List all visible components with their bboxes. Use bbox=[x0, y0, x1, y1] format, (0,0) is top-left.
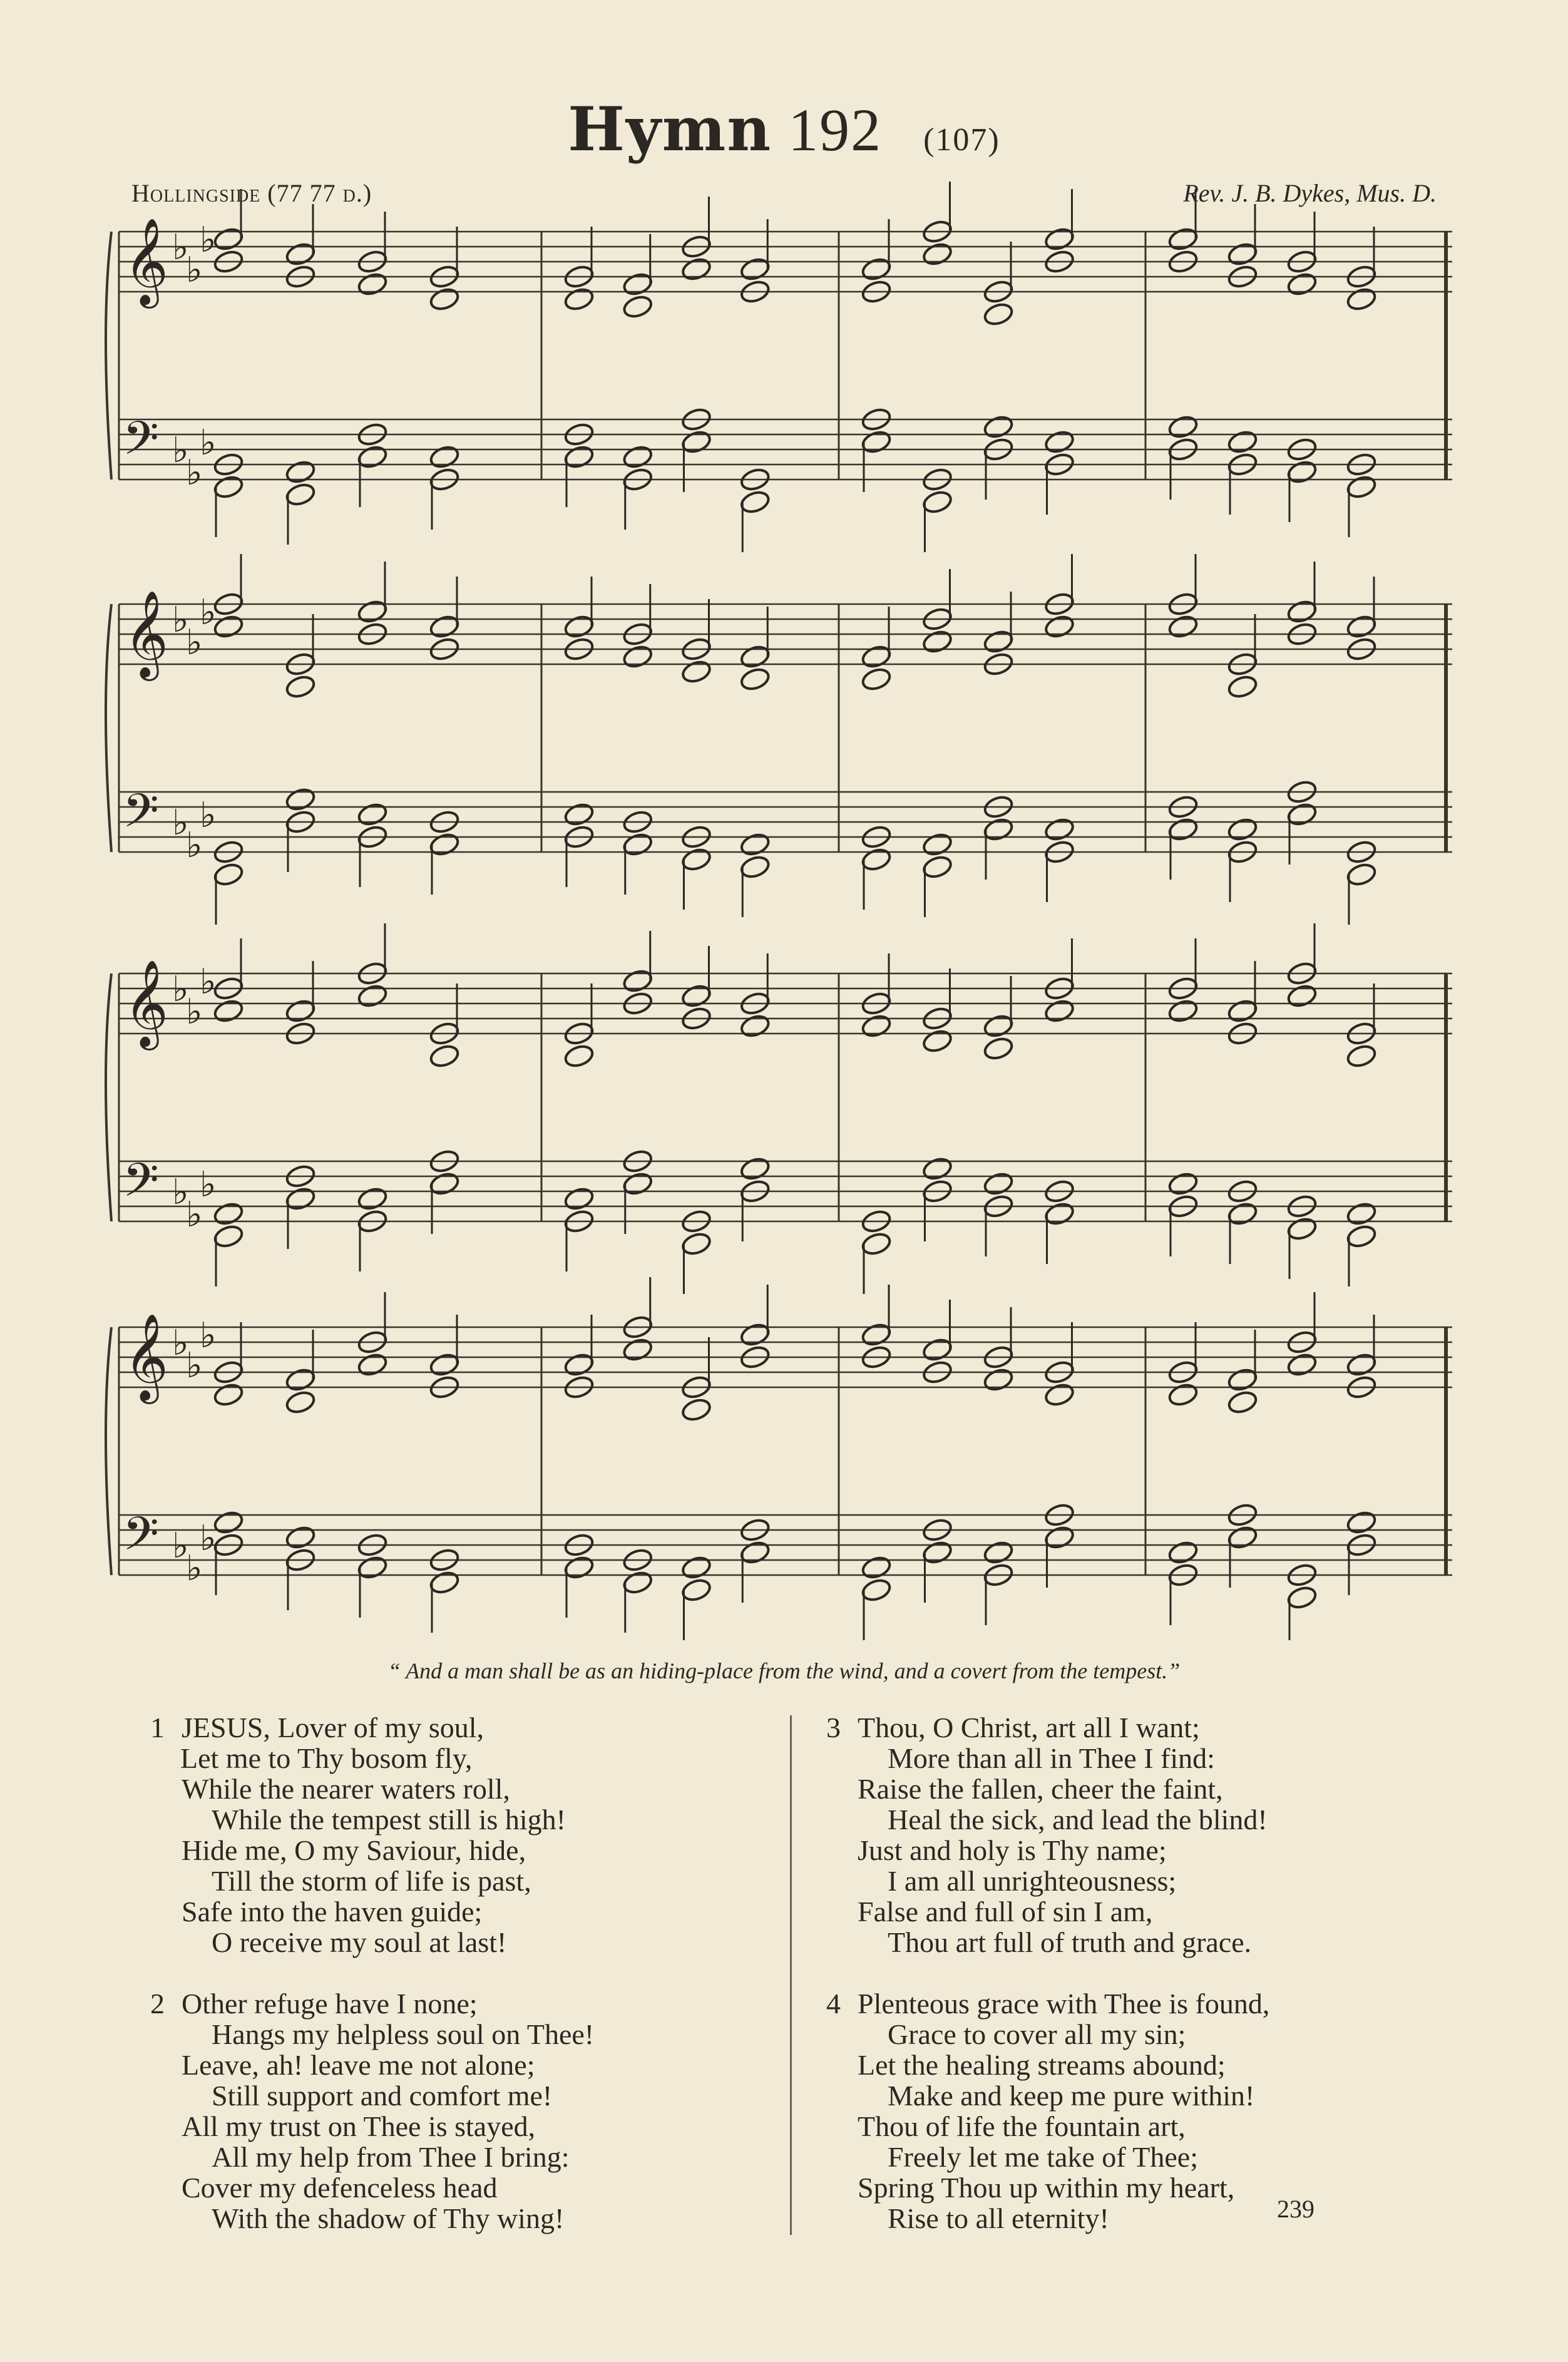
flat-sign: ♭ bbox=[200, 220, 217, 260]
note-head bbox=[429, 1171, 461, 1196]
note-head bbox=[1227, 1524, 1259, 1550]
flat-sign: ♭ bbox=[172, 1526, 189, 1566]
note-head bbox=[429, 831, 461, 857]
note-head bbox=[213, 861, 245, 887]
note-head bbox=[680, 429, 712, 454]
note-head bbox=[563, 1554, 595, 1580]
note-head bbox=[563, 801, 595, 827]
flat-sign: ♭ bbox=[200, 592, 217, 633]
note-head bbox=[921, 629, 953, 654]
hymn-alt-number: (107) bbox=[923, 122, 1000, 158]
note-head bbox=[563, 614, 595, 639]
bass-clef: 𝄢 bbox=[123, 411, 159, 477]
flat-sign: ♭ bbox=[200, 795, 217, 836]
note-head bbox=[680, 1397, 712, 1422]
flat-sign: ♭ bbox=[172, 969, 189, 1010]
note-head bbox=[357, 1352, 389, 1377]
note-head bbox=[1167, 226, 1199, 252]
note-head bbox=[680, 1231, 712, 1256]
note-head bbox=[429, 286, 461, 312]
note-head bbox=[680, 983, 712, 1009]
note-head bbox=[285, 1524, 317, 1550]
note-head bbox=[285, 998, 317, 1024]
flat-sign: ♭ bbox=[172, 430, 189, 471]
note-head bbox=[739, 1322, 771, 1347]
note-head bbox=[921, 1028, 953, 1054]
note-head bbox=[680, 659, 712, 684]
note-head bbox=[739, 1539, 771, 1565]
note-head bbox=[429, 614, 461, 639]
note-head bbox=[1227, 1367, 1259, 1392]
note-head bbox=[861, 1554, 893, 1580]
note-head bbox=[1286, 271, 1318, 297]
flat-sign: ♭ bbox=[200, 1315, 217, 1356]
note-head bbox=[921, 1337, 953, 1362]
note-head bbox=[921, 1156, 953, 1181]
flat-sign: ♭ bbox=[200, 962, 217, 1002]
note-head bbox=[1346, 474, 1378, 500]
verses-left-column bbox=[150, 1712, 594, 2264]
note-head bbox=[1227, 1201, 1259, 1226]
note-head bbox=[861, 429, 893, 454]
note-head bbox=[563, 286, 595, 312]
note-head bbox=[983, 1013, 1015, 1039]
note-head bbox=[563, 444, 595, 470]
note-head bbox=[622, 294, 653, 319]
note-head bbox=[1043, 998, 1075, 1024]
note-head bbox=[739, 831, 771, 857]
note-head bbox=[213, 226, 245, 252]
verse-1: 1 JESUS, Lover of my soul, Let me to Thy bosom fly, While the nearer waters roll, While the tempest still is high! Hide me, O my Saviour, hide, Till the storm of life is past, Safe into the haven guide; O receive my soul at last! bbox=[150, 1712, 566, 1958]
note-head bbox=[739, 1156, 771, 1181]
scripture-quote: “ And a man shall be as an hiding-place from the wind, and a covert from the tempest.” bbox=[387, 1658, 1181, 1683]
note-head bbox=[1043, 1524, 1075, 1550]
note-head bbox=[861, 644, 893, 669]
system-brace bbox=[106, 604, 111, 852]
note-head bbox=[983, 301, 1015, 327]
treble-clef: 𝄞 bbox=[124, 590, 168, 677]
note-head bbox=[357, 801, 389, 827]
note-head bbox=[861, 846, 893, 872]
treble-clef: 𝄞 bbox=[124, 1313, 168, 1400]
note-head bbox=[680, 846, 712, 872]
note-head bbox=[1043, 226, 1075, 252]
note-head bbox=[1346, 1223, 1378, 1249]
note-head bbox=[983, 1171, 1015, 1196]
note-head bbox=[739, 489, 771, 515]
note-head bbox=[563, 1186, 595, 1211]
note-head bbox=[983, 629, 1015, 654]
note-head bbox=[1227, 816, 1259, 842]
flat-sign: ♭ bbox=[186, 453, 203, 493]
note-head bbox=[983, 1367, 1015, 1392]
note-head bbox=[1286, 459, 1318, 485]
note-head bbox=[739, 644, 771, 669]
note-head bbox=[921, 854, 953, 880]
note-head bbox=[1167, 1171, 1199, 1196]
flat-sign: ♭ bbox=[172, 600, 189, 640]
note-head bbox=[680, 256, 712, 282]
note-head bbox=[622, 644, 653, 669]
note-head bbox=[1346, 1352, 1378, 1377]
note-head bbox=[429, 444, 461, 470]
note-head bbox=[1227, 241, 1259, 267]
note-head bbox=[1227, 1389, 1259, 1415]
note-head bbox=[357, 271, 389, 297]
note-head bbox=[213, 1382, 245, 1407]
treble-clef: 𝄞 bbox=[124, 218, 168, 305]
note-head bbox=[213, 474, 245, 500]
note-head bbox=[1043, 429, 1075, 454]
note-head bbox=[1286, 801, 1318, 827]
note-head bbox=[1346, 286, 1378, 312]
note-head bbox=[213, 998, 245, 1024]
note-head bbox=[1167, 614, 1199, 639]
flat-sign: ♭ bbox=[172, 1323, 189, 1363]
note-head bbox=[680, 1554, 712, 1580]
flat-sign: ♭ bbox=[186, 1345, 203, 1386]
note-head bbox=[1286, 1352, 1318, 1377]
note-head bbox=[1167, 816, 1199, 842]
note-head bbox=[680, 1577, 712, 1603]
note-head bbox=[861, 1013, 893, 1039]
verse-2: 2 Other refuge have I none; Hangs my helpless soul on Thee! Leave, ah! leave me not alone; Still support and comfort me! All my trust on Thee is stayed, All my help from Thee I bring: Cover my defenceless head With the shadow of Thy wing! bbox=[150, 1988, 595, 2234]
note-head bbox=[622, 831, 653, 857]
note-head bbox=[861, 666, 893, 692]
note-head bbox=[861, 1322, 893, 1347]
note-head bbox=[1227, 674, 1259, 699]
flat-sign: ♭ bbox=[172, 1172, 189, 1213]
note-head bbox=[563, 1352, 595, 1377]
note-head bbox=[1286, 1584, 1318, 1610]
note-head bbox=[622, 444, 653, 470]
note-head bbox=[1346, 1509, 1378, 1535]
note-head bbox=[861, 1577, 893, 1603]
flat-sign: ♭ bbox=[186, 992, 203, 1032]
note-head bbox=[563, 1043, 595, 1069]
note-head bbox=[285, 1367, 317, 1392]
flat-sign: ♭ bbox=[200, 423, 217, 463]
composer: Rev. J. B. Dykes, Mus. D. bbox=[1183, 179, 1437, 207]
note-head bbox=[921, 831, 953, 857]
note-head bbox=[213, 1509, 245, 1535]
page-number: 239 bbox=[1277, 2195, 1314, 2223]
treble-clef: 𝄞 bbox=[124, 960, 168, 1047]
system-brace bbox=[106, 973, 111, 1221]
note-head bbox=[213, 1201, 245, 1226]
note-head bbox=[983, 816, 1015, 842]
note-head bbox=[285, 674, 317, 699]
note-head bbox=[285, 481, 317, 507]
note-head bbox=[1167, 414, 1199, 439]
note-head bbox=[1043, 1382, 1075, 1407]
note-head bbox=[1286, 1216, 1318, 1241]
note-head bbox=[357, 598, 389, 624]
hymn-number: 192 bbox=[788, 96, 883, 163]
note-head bbox=[357, 444, 389, 470]
bass-clef: 𝄢 bbox=[123, 1507, 159, 1573]
note-head bbox=[622, 968, 653, 994]
note-head bbox=[285, 241, 317, 267]
verse-4: 4 Plenteous grace with Thee is found, Grace to cover all my sin; Let the healing streams abound; Make and keep me pure within! Thou of life the fountain art, Freely let me take of Thee; Spring Thou up within my heart, Rise to all eternity! bbox=[826, 1988, 1270, 2234]
note-head bbox=[429, 1352, 461, 1377]
flat-sign: ♭ bbox=[186, 622, 203, 663]
note-head bbox=[622, 271, 653, 297]
tune-name: Hollingside (77 77 d.) bbox=[131, 179, 372, 207]
note-head bbox=[357, 983, 389, 1009]
note-head bbox=[1167, 1382, 1199, 1407]
note-head bbox=[285, 1389, 317, 1415]
note-head bbox=[1043, 816, 1075, 842]
hymn-title-word: Hymn bbox=[568, 94, 772, 165]
note-head bbox=[357, 1186, 389, 1211]
note-head bbox=[1346, 1201, 1378, 1226]
note-head bbox=[1167, 1539, 1199, 1565]
column-divider bbox=[790, 1715, 792, 2235]
bass-clef: 𝄢 bbox=[123, 1153, 159, 1219]
note-head bbox=[1227, 429, 1259, 454]
flat-sign: ♭ bbox=[200, 1164, 217, 1205]
flat-sign: ♭ bbox=[172, 227, 189, 268]
flat-sign: ♭ bbox=[186, 250, 203, 290]
note-head bbox=[429, 1043, 461, 1069]
note-head bbox=[921, 489, 953, 515]
note-head bbox=[429, 1569, 461, 1595]
note-head bbox=[1043, 614, 1075, 639]
verses-right-column bbox=[826, 1712, 1269, 2264]
flat-sign: ♭ bbox=[186, 825, 203, 866]
note-head bbox=[1167, 998, 1199, 1024]
flat-sign: ♭ bbox=[186, 1194, 203, 1235]
note-head bbox=[983, 1539, 1015, 1565]
note-head bbox=[1346, 614, 1378, 639]
system-brace bbox=[106, 232, 111, 480]
flat-sign: ♭ bbox=[172, 803, 189, 843]
note-head bbox=[1346, 861, 1378, 887]
note-head bbox=[285, 786, 317, 812]
note-head bbox=[739, 854, 771, 880]
flat-sign: ♭ bbox=[200, 1518, 217, 1559]
note-head bbox=[622, 1171, 653, 1196]
note-head bbox=[1346, 1043, 1378, 1069]
note-head bbox=[1286, 983, 1318, 1009]
note-head bbox=[861, 1231, 893, 1256]
note-head bbox=[1227, 998, 1259, 1024]
note-head bbox=[213, 1223, 245, 1249]
note-head bbox=[285, 459, 317, 485]
note-head bbox=[213, 614, 245, 639]
note-head bbox=[739, 256, 771, 282]
verse-3: 3 Thou, O Christ, art all I want; More than all in Thee I find: Raise the fallen, cheer the faint, Heal the sick, and lead the blind! Just and holy is Thy name; I am all unrighteousness; False and full of sin I am, Thou art full of truth and grace. bbox=[826, 1712, 1268, 1958]
system-brace bbox=[106, 1327, 111, 1575]
note-head bbox=[921, 241, 953, 267]
note-head bbox=[739, 666, 771, 692]
bass-clef: 𝄢 bbox=[123, 784, 159, 850]
note-head bbox=[983, 1035, 1015, 1061]
note-head bbox=[921, 1539, 953, 1565]
note-head bbox=[861, 256, 893, 282]
note-head bbox=[622, 1569, 653, 1595]
note-head bbox=[357, 1554, 389, 1580]
note-head bbox=[983, 414, 1015, 439]
note-head bbox=[622, 1337, 653, 1362]
note-head bbox=[739, 1013, 771, 1039]
note-head bbox=[1286, 598, 1318, 624]
note-head bbox=[285, 1186, 317, 1211]
note-head bbox=[1043, 1201, 1075, 1226]
flat-sign: ♭ bbox=[186, 1548, 203, 1589]
